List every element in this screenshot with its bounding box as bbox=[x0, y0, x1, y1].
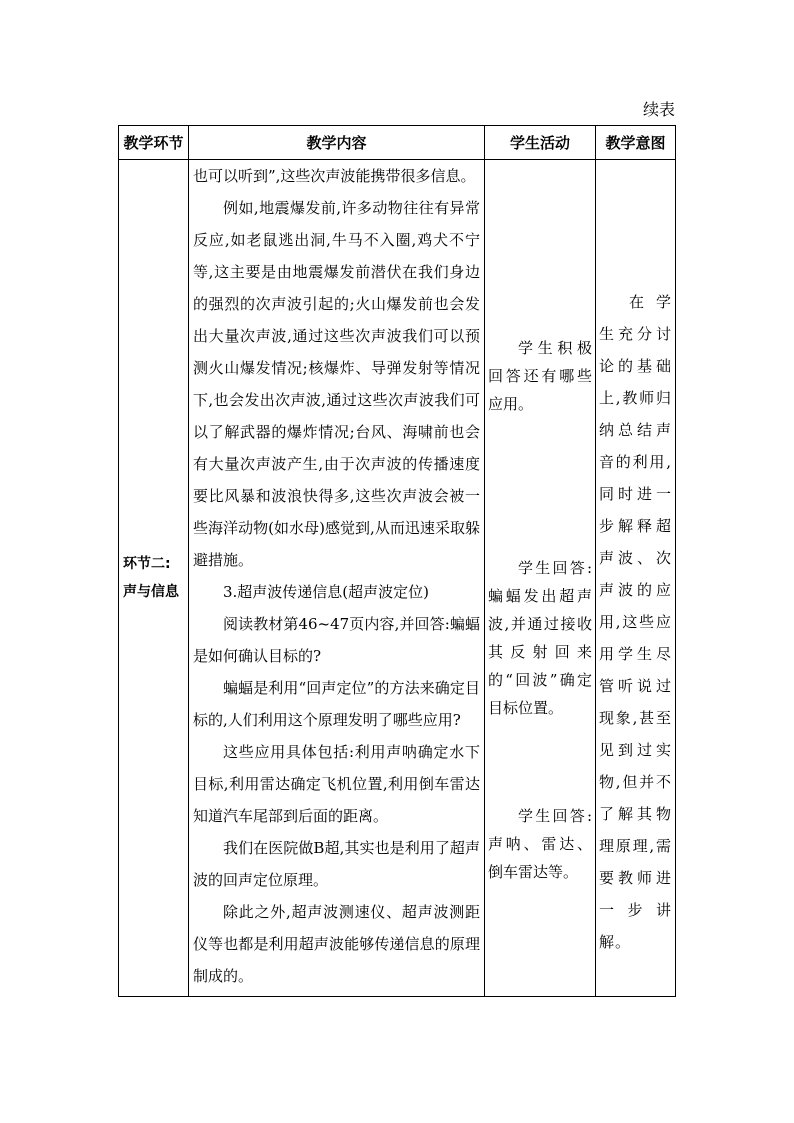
intent-text: 在学生充分讨论的基础上,教师归纳总结声音的利用,同时进一步解释超声波、次声波的应用,这些应用学生尽管听说过现象,甚至见到过实物,但并不了解其物理原理,需要教师进一步讲解。 bbox=[599, 293, 672, 951]
content-paragraph: 我们在医院做B超,其实也是利用了超声波的回声定位原理。 bbox=[193, 839, 480, 889]
header-activity: 学生活动 bbox=[485, 126, 596, 160]
table-header-row bbox=[119, 126, 676, 160]
activity-item: 学生回答:声呐、雷达、倒车雷达等。 bbox=[488, 807, 592, 881]
content-paragraph: 这些应用具体包括:利用声呐确定水下目标,利用雷达确定飞机位置,利用倒车雷达知道汽车尾部到后面的距离。 bbox=[193, 743, 480, 825]
activity-cell bbox=[485, 160, 596, 997]
table-row bbox=[119, 160, 676, 997]
lesson-plan-table bbox=[118, 125, 676, 997]
header-intent: 教学意图 bbox=[596, 126, 676, 160]
content-paragraph: 例如,地震爆发前,许多动物往往有异常反应,如老鼠逃出洞,牛马不入圈,鸡犬不宁等,这主要是由地震爆发前潜伏在我们身边的强烈的次声波引起的;火山爆发前也会发出大量次声波,通过这些次声波我们可以预测火山爆发情况;核爆炸、导弹发射等情况下,也会发出次声波,通过这些次声波我们可以了解武器的爆炸情况;台风、海啸前也会有大量次声波产生,由于次声波的传播速度要比风暴和波浪快得多,这些次声波会被一些海洋动物(如水母)感觉到,从而迅速采取躲避措施。 bbox=[193, 199, 480, 569]
content-paragraph: 蝙蝠是利用“回声定位”的方法来确定目标的,人们利用这个原理发明了哪些应用? bbox=[193, 679, 480, 729]
activity-item: 学生回答:蝙蝠发出超声波,并通过接收其反射回来的“回波”确定目标位置。 bbox=[488, 559, 592, 717]
content-paragraph: 阅读教材第46~47页内容,并回答:蝙蝠是如何确认目标的? bbox=[193, 615, 480, 665]
content-cell bbox=[189, 160, 485, 997]
header-content: 教学内容 bbox=[189, 126, 485, 160]
content-paragraph: 除此之外,超声波测速仪、超声波测距仪等也都是利用超声波能够传递信息的原理制成的。 bbox=[193, 903, 480, 985]
content-paragraph: 也可以听到”,这些次声波能携带很多信息。 bbox=[193, 167, 476, 185]
stage-cell bbox=[119, 160, 189, 997]
continued-label: 续表 bbox=[642, 100, 675, 119]
content-paragraph: 3.超声波传递信息(超声波定位) bbox=[223, 583, 430, 601]
stage-label: 环节二:声与信息 bbox=[123, 556, 179, 600]
header-stage: 教学环节 bbox=[119, 126, 189, 160]
intent-cell bbox=[596, 160, 676, 997]
activity-item: 学生积极回答还有哪些应用。 bbox=[488, 339, 592, 413]
